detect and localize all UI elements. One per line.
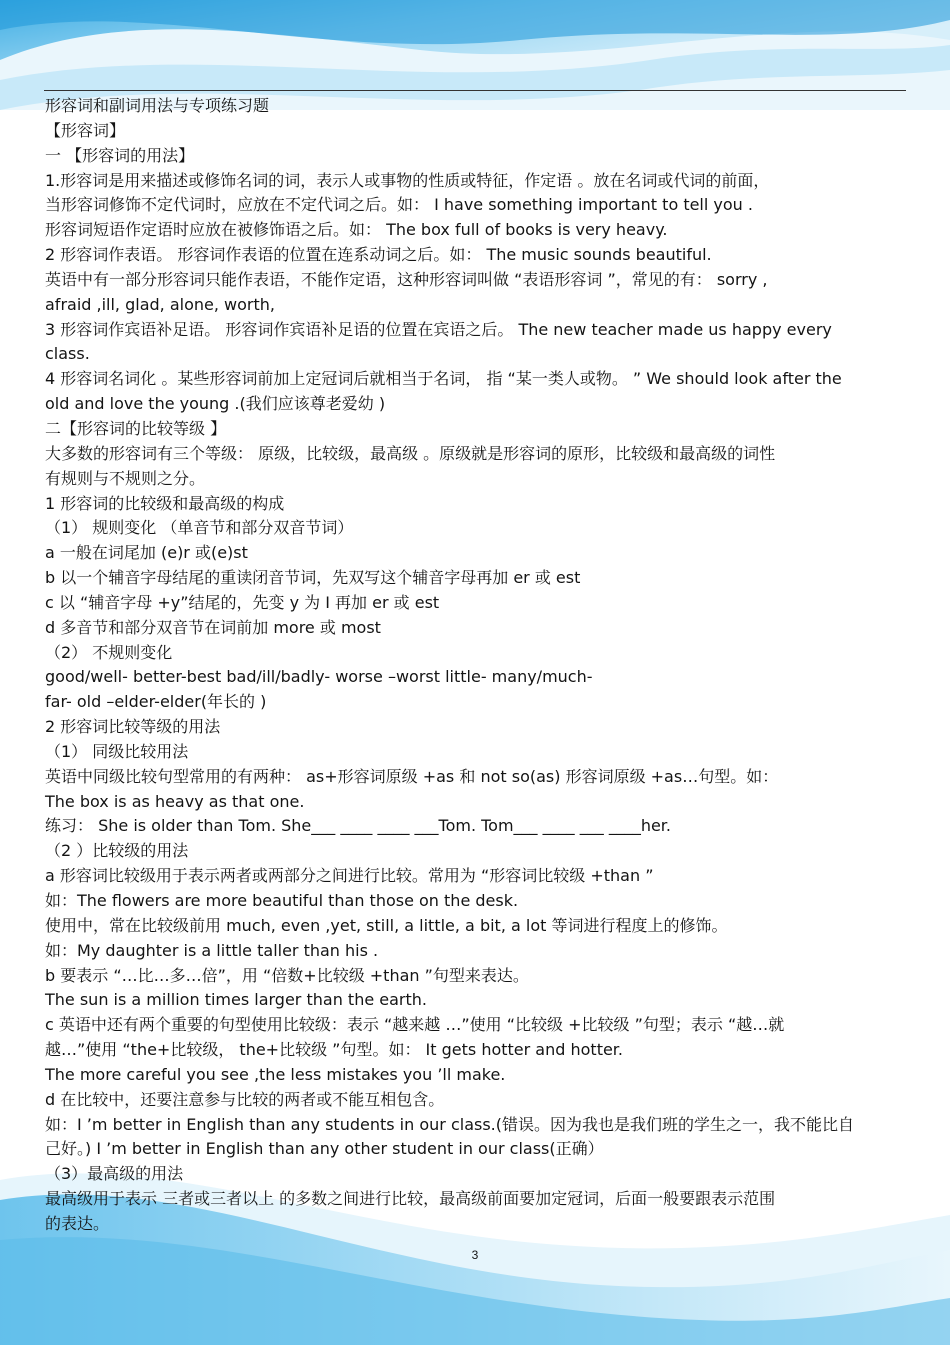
text-line: 越…”使用 “the+比较级， the+比较级 ”句型。如： It gets hotter and hotter. [45, 1040, 624, 1060]
section-heading-adjective: 【形容词】 [45, 120, 126, 140]
text-line: 如：I ’m better in English than any students in our class.(错误。因为我也是我们班的学生之一，我不能比自 [45, 1114, 854, 1134]
text-line: d 多音节和部分双音节在词前加 more 或 most [45, 617, 381, 637]
text-line: 有规则与不规则之分。 [45, 468, 206, 488]
text-line: c 以 “辅音字母 +y”结尾的，先变 y 为 I 再加 er 或 est [45, 592, 440, 612]
section-heading-comparison: 二【形容词的比较等级 】 [45, 418, 227, 438]
document-body [45, 94, 925, 1237]
text-line: （1） 规则变化 （单音节和部分双音节词） [45, 518, 354, 538]
text-line: （2） 不规则变化 [45, 642, 173, 662]
text-line: 如：The flowers are more beautiful than those on the desk. [45, 891, 519, 910]
text-line: （1） 同级比较用法 [45, 741, 189, 761]
text-line: The more careful you see ,the less mistakes you ’ll make. [45, 1064, 506, 1084]
text-line: d 在比较中，还要注意参与比较的两者或不能互相包含。 [45, 1089, 445, 1109]
text-line: 使用中，常在比较级前用 much, even ,yet, still, a little, a bit, a lot 等词进行程度上的修饰。 [45, 915, 728, 935]
text-line: 最高级用于表示 三者或三者以上 的多数之间进行比较，最高级前面要加定冠词，后面一般要跟表示范围 [45, 1189, 776, 1209]
text-line: The box is as heavy as that one. [45, 791, 305, 811]
text-line: old and love the young .(我们应该尊老爱幼 ) [45, 394, 386, 414]
text-line: The sun is a million times larger than the earth. [45, 990, 427, 1010]
text-line: b 以一个辅音字母结尾的重读闭音节词，先双写这个辅音字母再加 er 或 est [45, 568, 581, 588]
text-line: 1.形容词是用来描述或修饰名词的词，表示人或事物的性质或特征，作定语 。放在名词或代词的前面， [45, 170, 770, 190]
text-line: class. [45, 344, 90, 364]
section-heading-usage: 一 【形容词的用法】 [45, 145, 195, 165]
text-line: 当形容词修饰不定代词时，应放在不定代词之后。如： I have something important to tell you . [45, 195, 753, 215]
text-line: afraid ,ill, glad, alone, worth, [45, 294, 275, 314]
subheading: 2 形容词比较等级的用法 [45, 717, 221, 737]
text-line: 3 形容词作宾语补足语。 形容词作宾语补足语的位置在宾语之后。 The new teacher made us happy every [45, 319, 832, 339]
text-line: 的表达。 [45, 1213, 110, 1233]
header-rule [44, 90, 906, 91]
text-line: 2 形容词作表语。 形容词作表语的位置在连系动词之后。如： The music sounds beautiful. [45, 245, 712, 265]
doc-title: 形容词和副词用法与专项练习题 [45, 96, 270, 115]
exercise-line: 练习： She is older than Tom. She___ ____ ____ ___Tom. Tom___ ____ ___ ____her. [45, 816, 671, 836]
subheading: 1 形容词的比较级和最高级的构成 [45, 493, 285, 513]
text-line: a 一般在词尾加 (e)r 或(e)st [45, 543, 248, 563]
text-line: 如：My daughter is a little taller than his . [45, 940, 379, 960]
text-line: 4 形容词名词化 。某些形容词前加上定冠词后就相当于名词， 指 “某一类人或物。 ” We should look after the [45, 369, 842, 389]
text-line: c 英语中还有两个重要的句型使用比较级：表示 “越来越 …”使用 “比较级 +比较级 ”句型；表示 “越…就 [45, 1015, 785, 1035]
text-line: b 要表示 “…比…多…倍”，用 “倍数+比较级 +than ”句型来表达。 [45, 965, 529, 985]
text-line: 形容词短语作定语时应放在被修饰语之后。如： The box full of books is very heavy. [45, 220, 668, 240]
text-line: far- old –elder-elder(年长的 ) [45, 692, 267, 712]
text-line: 大多数的形容词有三个等级： 原级，比较级，最高级 。原级就是形容词的原形，比较级和最高级的词性 [45, 443, 776, 463]
text-line: （2 ）比较级的用法 [45, 841, 189, 861]
text-line: （3）最高级的用法 [45, 1164, 184, 1184]
text-line: 英语中同级比较句型常用的有两种： as+形容词原级 +as 和 not so(as) 形容词原级 +as…句型。如： [45, 766, 779, 786]
text-line: 英语中有一部分形容词只能作表语，不能作定语，这种形容词叫做 “表语形容词 ”，常见的有： sorry , [45, 269, 768, 289]
text-line: a 形容词比较级用于表示两者或两部分之间进行比较。常用为 “形容词比较级 +than ” [45, 866, 654, 886]
text-line: 己好。) I ’m better in English than any other student in our class(正确） [45, 1139, 604, 1159]
text-line: good/well- better-best bad/ill/badly- worse –worst little- many/much- [45, 667, 593, 687]
page-number: 3 [471, 1248, 479, 1262]
